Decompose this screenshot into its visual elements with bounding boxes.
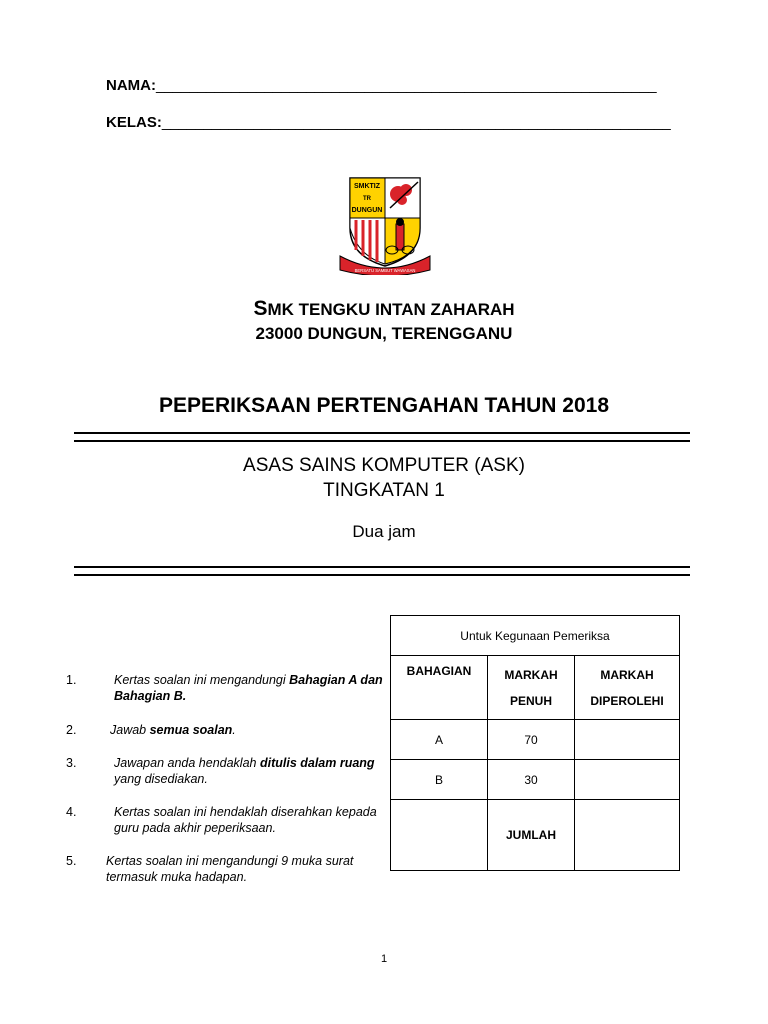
school-name-initial: S	[253, 297, 268, 320]
crest-bottom-text: DUNGUN	[351, 207, 383, 214]
table-row	[391, 760, 680, 800]
instruction-item	[66, 755, 386, 787]
page-number: 1	[380, 953, 388, 965]
total-label: JUMLAH	[488, 800, 575, 871]
row-marks-obtained[interactable]	[575, 720, 680, 760]
instruction-text-pre: Jawapan anda hendaklah	[114, 756, 260, 770]
instruction-number: 1.	[66, 673, 77, 687]
instruction-text: Kertas soalan ini mengandungi 9 muka surat termasuk muka hadapan.	[106, 854, 354, 884]
school-name-rest: MK TENGKU INTAN ZAHARAH	[267, 300, 515, 319]
instruction-text-bold: Bahagian A dan Bahagian B	[114, 673, 383, 703]
instruction-text-pre: Kertas soalan ini mengandungi	[114, 673, 290, 687]
double-rule-top	[74, 432, 690, 442]
instruction-text-post: .	[182, 689, 187, 703]
exam-title: PEPERIKSAAN PERTENGAHAN TAHUN 2018	[158, 394, 610, 417]
instruction-number: 2.	[66, 723, 77, 737]
instruction-number: 3.	[66, 756, 77, 770]
name-field[interactable]	[106, 77, 657, 94]
marks-table	[390, 615, 680, 871]
row-full-marks: 70	[488, 720, 575, 760]
header-section: BAHAGIAN	[391, 656, 488, 720]
instruction-item	[66, 804, 386, 836]
instruction-text: Kertas soalan ini hendaklah diserahkan kepada guru pada akhir peperiksaan.	[114, 805, 377, 835]
instruction-number: 5.	[66, 854, 77, 868]
instruction-text-bold: ditulis dalam ruang	[259, 756, 375, 770]
class-field[interactable]	[106, 114, 671, 131]
name-label: NAMA:	[106, 77, 156, 94]
double-rule-bottom	[74, 566, 690, 576]
instruction-text	[110, 722, 236, 738]
name-line[interactable]: ____________________________________________________________	[156, 77, 657, 94]
instruction-text-bold: semua soalan	[149, 723, 233, 737]
row-full-marks: 30	[488, 760, 575, 800]
instruction-text-pre: Jawab	[110, 723, 150, 737]
instruction-item	[66, 853, 386, 885]
class-line[interactable]: _____________________________________________________________	[161, 114, 671, 131]
table-row-total	[391, 800, 680, 871]
class-label: KELAS:	[106, 114, 162, 131]
exam-subject: ASAS SAINS KOMPUTER (ASK)	[243, 455, 525, 476]
instruction-text-post: yang disediakan.	[114, 772, 208, 786]
crest-top-text: SMKTIZ	[353, 183, 381, 190]
instruction-item	[66, 672, 386, 704]
row-section: B	[391, 760, 488, 800]
instruction-number: 4.	[66, 805, 77, 819]
row-marks-obtained[interactable]	[575, 760, 680, 800]
instruction-text-post: .	[232, 723, 236, 737]
table-row	[391, 720, 680, 760]
school-crest-icon	[336, 170, 434, 275]
instruction-item	[66, 722, 236, 738]
crest-mid-text: TR	[363, 196, 371, 202]
instruction-text	[114, 755, 386, 787]
total-blank-cell	[391, 800, 488, 871]
school-address: 23000 DUNGUN, TERENGGANU	[255, 324, 513, 343]
exam-duration: Dua jam	[352, 522, 416, 541]
header-marks-obtained: MARKAH DIPEROLEHI	[575, 656, 680, 720]
exam-form-level: TINGKATAN 1	[323, 480, 445, 501]
header-full-marks: MARKAH PENUH	[488, 656, 575, 720]
row-section: A	[391, 720, 488, 760]
crest-ribbon-text: BERSATU SAMBUT WAWASAN	[354, 268, 416, 273]
marks-table-caption: Untuk Kegunaan Pemeriksa	[391, 616, 680, 656]
school-name	[0, 297, 768, 321]
instruction-text	[114, 672, 386, 704]
total-marks-obtained[interactable]	[575, 800, 680, 871]
